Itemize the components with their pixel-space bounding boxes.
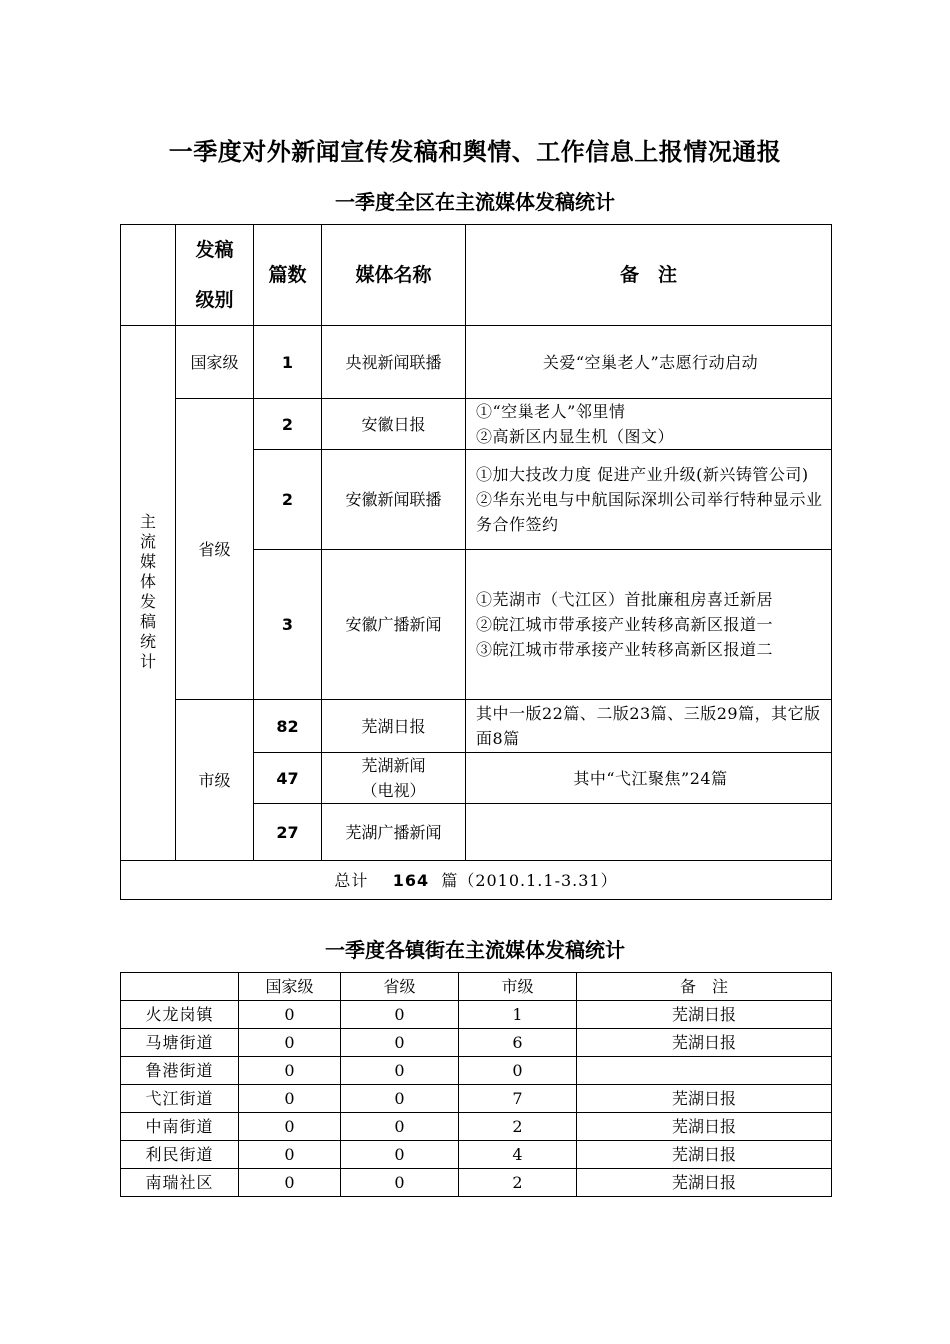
header-level-line1: 发稿 [195,239,234,261]
national-cell: 0 [239,1057,341,1085]
town-cell: 弋江街道 [121,1085,239,1113]
header-cell: 省级 [341,973,459,1001]
header-cell: 备 注 [577,973,832,1001]
page-title: 一季度对外新闻宣传发稿和舆情、工作信息上报情况通报 [168,138,782,166]
header-count: 篇数 [254,225,322,326]
provincial-cell: 0 [341,1001,459,1029]
provincial-cell: 0 [341,1141,459,1169]
provincial-media-2: 安徽新闻联播 [322,450,466,550]
city-cell: 4 [459,1141,577,1169]
table-row [121,1001,832,1029]
national-cell: 0 [239,1169,341,1197]
town-cell: 利民街道 [121,1141,239,1169]
header-level [176,225,254,326]
note-cell: 芜湖日报 [577,1085,832,1113]
header-empty-cell [121,225,176,326]
provincial-cell: 0 [341,1029,459,1057]
provincial-note-3 [466,550,832,700]
city-count-3: 27 [254,804,322,861]
note-line: ②皖江城市带承接产业转移高新区报道一 [476,615,774,634]
header-note: 备 注 [466,225,832,326]
note-line: ②高新区内显生机（图文） [476,427,675,446]
note-cell: 芜湖日报 [577,1001,832,1029]
provincial-count-1: 2 [254,399,322,450]
national-count: 1 [254,326,322,399]
media-line: 芜湖新闻 [361,756,426,775]
city-media-2 [322,753,466,804]
note-line: ①芜湖市（弋江区）首批廉租房喜迁新居 [476,590,774,609]
provincial-media-3: 安徽广播新闻 [322,550,466,700]
city-note-2: 其中“弋江聚焦”24篇 [466,753,832,804]
note-cell: 芜湖日报 [577,1141,832,1169]
town-cell: 中南街道 [121,1113,239,1141]
national-row [121,326,832,399]
note-line: ①“空巢老人”邻里情 [476,402,626,421]
provincial-count-3: 3 [254,550,322,700]
header-level-line2: 级别 [195,289,234,311]
town-cell: 鲁港街道 [121,1057,239,1085]
provincial-row-1 [121,399,832,450]
total-label: 总计 [334,870,369,890]
provincial-cell: 0 [341,1085,459,1113]
city-cell: 0 [459,1057,577,1085]
town-cell: 马塘街道 [121,1029,239,1057]
national-cell: 0 [239,1029,341,1057]
city-media-3: 芜湖广播新闻 [322,804,466,861]
provincial-cell: 0 [341,1169,459,1197]
city-media-1: 芜湖日报 [322,700,466,753]
note-cell [577,1057,832,1085]
city-level: 市级 [176,700,254,861]
note-line: ②华东光电与中航国际深圳公司举行特种显示业务合作签约 [476,490,823,534]
table-row [121,1029,832,1057]
total-cell [121,861,832,900]
table-row [121,1057,832,1085]
provincial-media-1: 安徽日报 [322,399,466,450]
town-media-table [120,972,832,1197]
table1-header-row [121,225,832,326]
city-note-1: 其中一版22篇、二版23篇、三版29篇，其它版面8篇 [466,700,832,753]
note-cell: 芜湖日报 [577,1029,832,1057]
table-row [121,1169,832,1197]
national-level: 国家级 [176,326,254,399]
header-cell: 国家级 [239,973,341,1001]
national-note: 关爱“空巢老人”志愿行动启动 [466,326,832,399]
note-line: ①加大技改力度 促进产业升级(新兴铸管公司) [476,465,809,484]
table-row [121,1141,832,1169]
header-cell [121,973,239,1001]
header-cell: 市级 [459,973,577,1001]
city-cell: 2 [459,1169,577,1197]
provincial-note-1 [466,399,832,450]
national-cell: 0 [239,1001,341,1029]
note-cell: 芜湖日报 [577,1113,832,1141]
provincial-count-2: 2 [254,450,322,550]
national-cell: 0 [239,1085,341,1113]
header-media: 媒体名称 [322,225,466,326]
note-cell: 芜湖日报 [577,1169,832,1197]
table2-header-row [121,973,832,1001]
national-media: 央视新闻联播 [322,326,466,399]
city-note-3 [466,804,832,861]
group-label-cell [121,326,176,861]
city-cell: 2 [459,1113,577,1141]
city-cell: 7 [459,1085,577,1113]
provincial-note-2 [466,450,832,550]
town-cell: 火龙岗镇 [121,1001,239,1029]
table2-caption: 一季度各镇街在主流媒体发稿统计 [325,938,625,962]
city-cell: 1 [459,1001,577,1029]
table-row [121,1113,832,1141]
city-cell: 6 [459,1029,577,1057]
city-count-1: 82 [254,700,322,753]
city-count-2: 47 [254,753,322,804]
group-label: 主流媒体发稿统计 [139,512,156,671]
provincial-cell: 0 [341,1057,459,1085]
town-cell: 南瑞社区 [121,1169,239,1197]
media-line: （电视） [361,781,426,800]
table1-caption: 一季度全区在主流媒体发稿统计 [335,190,615,214]
mainstream-media-table [120,224,832,900]
total-row [121,861,832,900]
city-row-1 [121,700,832,753]
national-cell: 0 [239,1113,341,1141]
note-line: ③皖江城市带承接产业转移高新区报道二 [476,640,774,659]
provincial-cell: 0 [341,1113,459,1141]
total-value: 164 [392,870,430,890]
provincial-level: 省级 [176,399,254,700]
table-row [121,1085,832,1113]
national-cell: 0 [239,1141,341,1169]
total-unit: 篇（2010.1.1-3.31） [441,870,618,890]
